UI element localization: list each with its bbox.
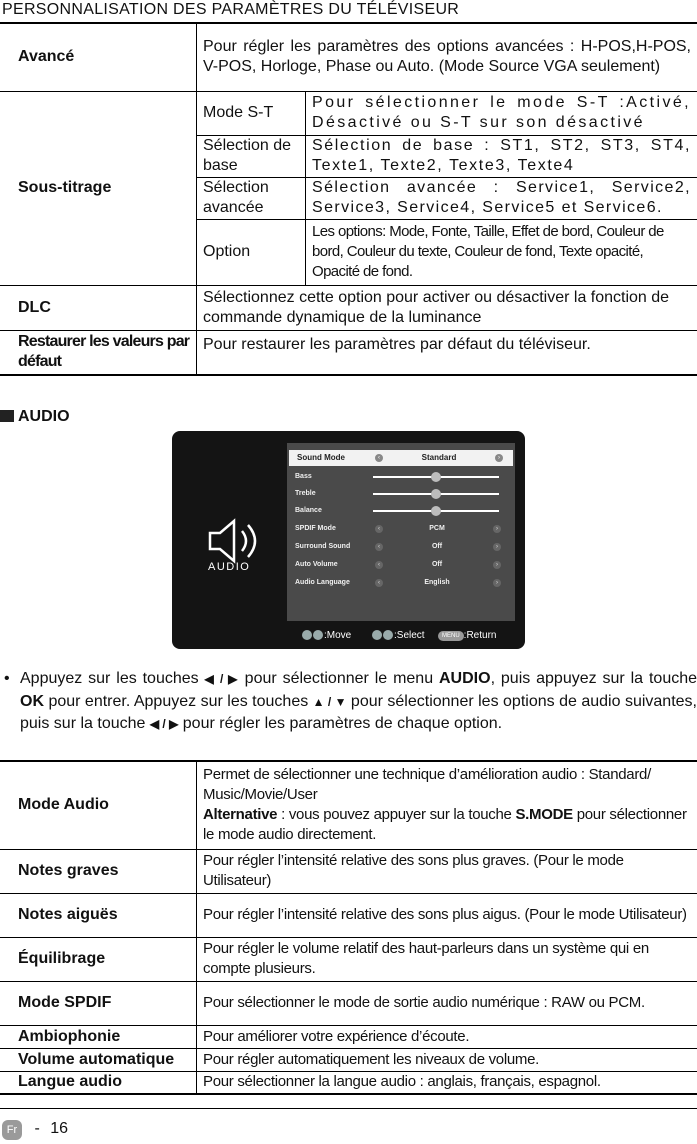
audio-icon-label: AUDIO — [208, 561, 251, 573]
chevron-right-icon[interactable]: › — [493, 579, 501, 587]
audio-options-table — [0, 760, 697, 1095]
audio-row-label: Ambiophonie — [0, 1025, 197, 1048]
audio-row-desc: Pour régler automatiquement les niveaux de volume. — [197, 1048, 697, 1071]
row-desc-dlc: Sélectionnez cette option pour activer ou désactiver la fonction de commande dynamique de la luminance — [197, 285, 697, 330]
menu-label-treble: Treble — [295, 490, 316, 497]
audio-row-label: Langue audio — [0, 1071, 197, 1094]
menu-label-spdif: SPDIF Mode — [295, 525, 336, 532]
menu-label-auto-volume: Auto Volume — [295, 561, 338, 568]
chevron-left-icon[interactable]: ‹ — [375, 543, 383, 551]
page-number: 16 — [50, 1120, 69, 1137]
up-down-arrows-icon: ▲ / ▼ — [312, 694, 347, 709]
audio-row-desc: Permet de sélectionner une technique d’amélioration audio : Standard/ Music/Movie/User Alternative : vous pouvez appuyer sur la touche S.MODE pour sélectionner le mode audio directement. — [197, 761, 697, 849]
audio-row-label: Notes aiguës — [0, 893, 197, 937]
left-right-arrows-icon: ◀ / ▶ — [149, 717, 179, 731]
bullet: • — [4, 670, 10, 687]
row-label-sous-titrage: Sous-titrage — [0, 91, 197, 285]
chevron-right-icon[interactable]: › — [493, 543, 501, 551]
bass-slider[interactable] — [373, 476, 499, 478]
menu-value: Standard — [421, 453, 457, 462]
row-label-dlc: DLC — [0, 285, 197, 330]
chevron-left-icon[interactable]: ‹ — [375, 454, 383, 462]
sub-name-option: Option — [197, 219, 306, 285]
chevron-right-icon[interactable]: › — [493, 525, 501, 533]
balance-slider[interactable] — [373, 510, 499, 512]
hint-return: MENU :Return — [438, 630, 496, 641]
chevron-right-icon[interactable]: › — [493, 561, 501, 569]
chevron-left-icon[interactable]: ‹ — [375, 525, 383, 533]
row-label-avance: Avancé — [0, 24, 197, 91]
sub-desc-mode-st: Pour sélectionner le mode S-T :Activé, Désactivé ou S-T sur son désactivé — [306, 91, 697, 135]
audio-row-desc: Pour régler l’intensité relative des sons plus graves. (Pour le mode Utilisateur) — [197, 849, 697, 893]
menu-label-audio-language: Audio Language — [295, 579, 350, 586]
audio-row-desc: Pour régler le volume relatif des haut-parleurs dans un système qui en compte plusieurs. — [197, 937, 697, 981]
treble-slider[interactable] — [373, 493, 499, 495]
menu-value-audio-language: English — [424, 579, 450, 586]
right-button-icon — [383, 630, 393, 640]
chevron-left-icon[interactable]: ‹ — [375, 579, 383, 587]
menu-label-bass: Bass — [295, 473, 312, 480]
left-right-arrows-icon: ◀ / ▶ — [204, 672, 239, 686]
audio-row-label: Notes graves — [0, 849, 197, 893]
chevron-left-icon[interactable]: ‹ — [375, 561, 383, 569]
row-label-restaurer: Restaurer les valeurs par défaut — [0, 330, 197, 375]
menu-value-surround: Off — [431, 543, 443, 550]
audio-row-label: Volume automatique — [0, 1048, 197, 1071]
language-badge: Fr — [2, 1120, 22, 1140]
sound-menu-panel — [287, 443, 515, 621]
page-header — [0, 0, 697, 24]
instruction-text: Appuyez sur les touches ◀ / ▶ pour sélectionner le menu AUDIO, puis appuyez sur la touche OK pour entrer. Appuyez sur les touches ▲ / ▼ pour sélectionner les options de audio suivantes, puis sur la touche ◀ / ▶ pour régler les paramètres de chaque option. — [20, 670, 697, 732]
chevron-right-icon[interactable]: › — [495, 454, 503, 462]
menu-value-spdif: PCM — [429, 525, 445, 532]
slider-knob[interactable] — [431, 489, 441, 499]
down-button-icon — [313, 630, 323, 640]
audio-row-desc: Pour améliorer votre expérience d’écoute. — [197, 1025, 697, 1048]
menu-label: Sound Mode — [297, 453, 345, 462]
menu-label-surround: Surround Sound — [295, 543, 351, 550]
hint-select: :Select — [372, 630, 425, 641]
sub-desc-selection-avancee: Sélection avancée : Service1, Service2, Service3, Service4, Service5 et Service6. — [306, 177, 697, 219]
audio-row-desc: Pour sélectionner le mode de sortie audio numérique : RAW ou PCM. — [197, 981, 697, 1025]
up-button-icon — [302, 630, 312, 640]
audio-row-desc: Pour régler l’intensité relative des sons plus aigus. (Pour le mode Utilisateur) — [197, 893, 697, 937]
left-button-icon — [372, 630, 382, 640]
audio-row-desc: Pour sélectionner la langue audio : anglais, français, espagnol. — [197, 1071, 697, 1094]
menu-value-auto-volume: Off — [431, 561, 443, 568]
settings-table — [0, 24, 697, 376]
hint-move: :Move — [302, 630, 351, 641]
sub-desc-option: Les options: Mode, Fonte, Taille, Effet de bord, Couleur de bord, Couleur du texte, Couleur de fond, Texte opacité, Opacité de fond. — [306, 219, 697, 285]
tv-audio-menu-screenshot — [172, 431, 525, 649]
footer-divider — [0, 1108, 697, 1109]
audio-row-label: Mode SPDIF — [0, 981, 197, 1025]
sub-name-selection-base: Sélection de base — [197, 135, 306, 177]
row-desc-avance: Pour régler les paramètres des options avancées : H-POS,H-POS, V-POS, Horloge, Phase ou Auto. (Mode Source VGA seulement) — [197, 24, 697, 91]
sub-desc-selection-base: Sélection de base : ST1, ST2, ST3, ST4, Texte1, Texte2, Texte3, Texte4 — [306, 135, 697, 177]
menu-key-icon: MENU — [438, 631, 464, 641]
slider-knob[interactable] — [431, 506, 441, 516]
square-bullet-icon — [0, 410, 14, 422]
page-footer — [0, 1120, 68, 1140]
row-desc-restaurer: Pour restaurer les paramètres par défaut du téléviseur. — [197, 330, 697, 375]
menu-row-sound-mode[interactable] — [289, 450, 513, 466]
menu-label-balance: Balance — [295, 507, 322, 514]
page-dash: - — [34, 1120, 40, 1137]
audio-row-label: Équilibrage — [0, 937, 197, 981]
audio-row-label: Mode Audio — [0, 761, 197, 849]
page-title: PERSONNALISATION DES PARAMÈTRES DU TÉLÉVISEUR — [2, 1, 460, 18]
sub-name-mode-st: Mode S-T — [197, 91, 306, 135]
slider-knob[interactable] — [431, 472, 441, 482]
audio-heading: AUDIO — [0, 408, 70, 426]
sub-name-selection-avancee: Sélection avancée — [197, 177, 306, 219]
